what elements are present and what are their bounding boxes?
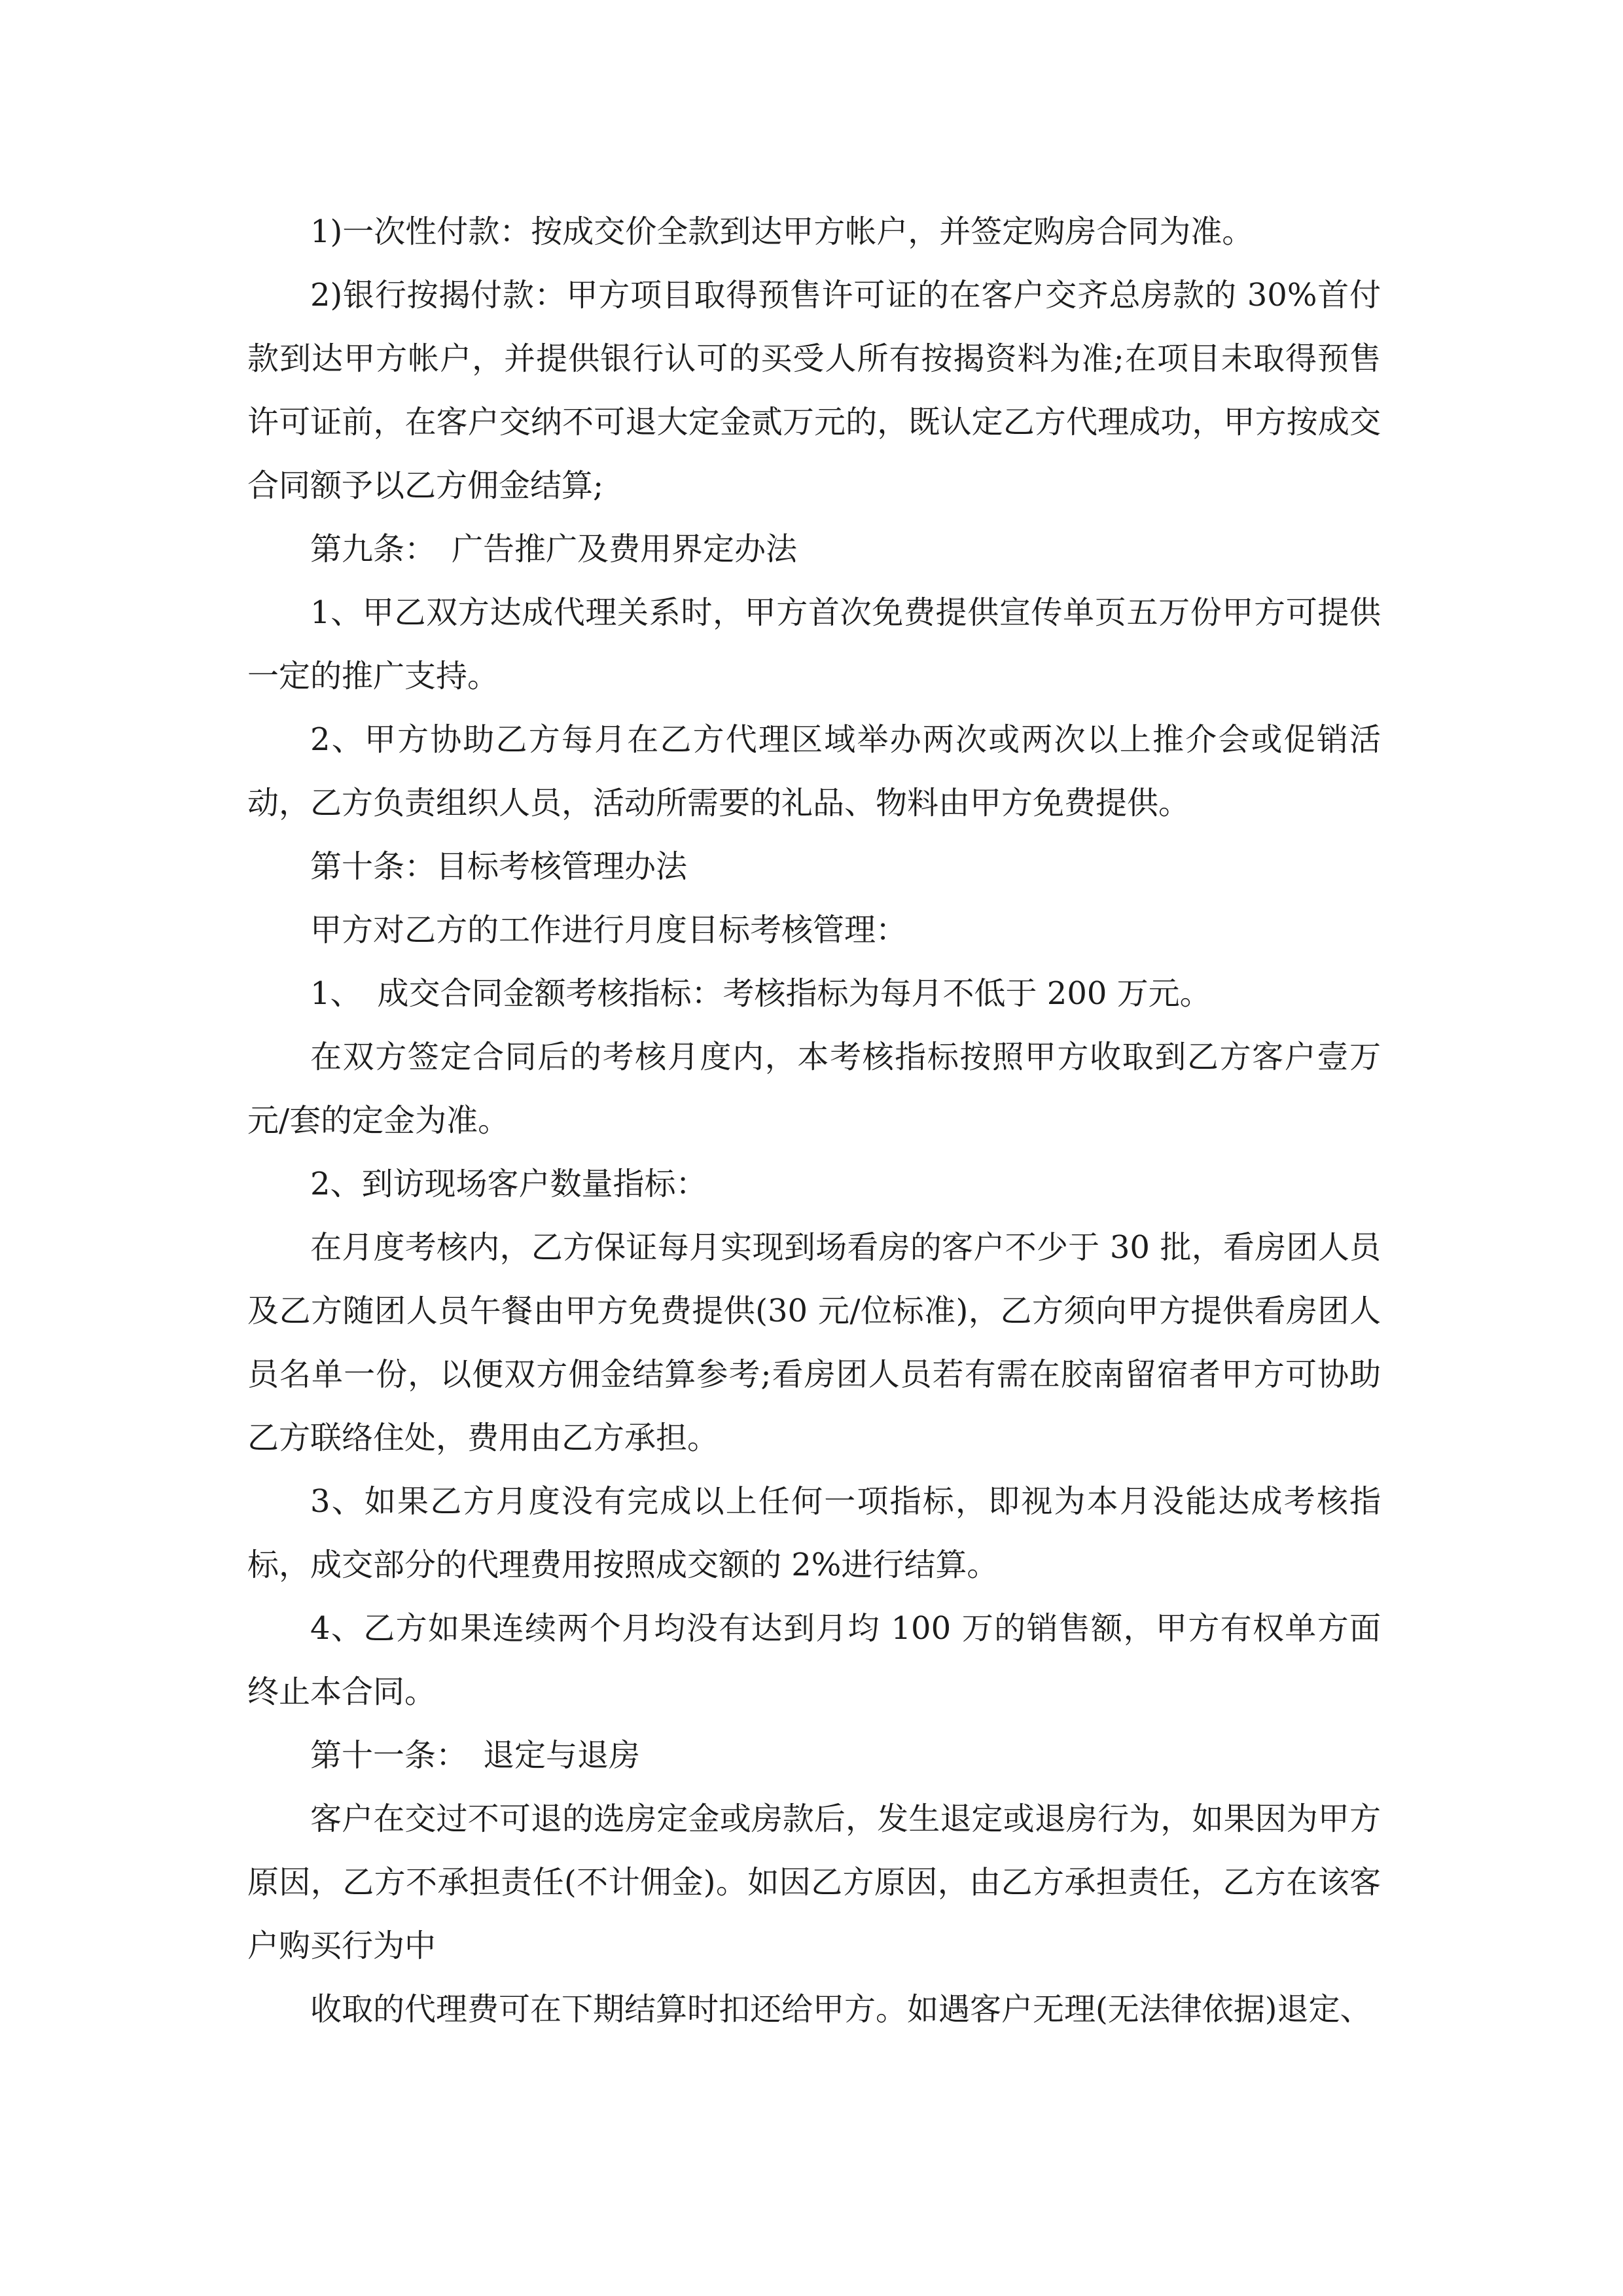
heading-article-10: 第十条：目标考核管理办法 xyxy=(310,848,688,885)
paragraph-mortgage-payment: 2)银行按揭付款：甲方项目取得预售许可证的在客户交齐总房款的 30%首付款到达甲方帐户，并提供银行认可的买受人所有按揭资料为准;在项目未取得预售许可证前，在客户交纳不可退大定金贰万元的，既认定乙方代理成功，甲方按成交合同额予以乙方佣金结算; xyxy=(247,277,1381,504)
paragraph-article-9-item-2: 2、甲方协助乙方每月在乙方代理区域举办两次或两次以上推介会或促销活动，乙方负责组织人员，活动所需要的礼品、物料由甲方免费提供。 xyxy=(247,721,1381,821)
paragraph-article-10-item-3: 3、如果乙方月度没有完成以上任何一项指标，即视为本月没能达成考核指标，成交部分的代理费用按照成交额的 2%进行结算。 xyxy=(247,1483,1381,1583)
paragraph-article-10-item-1: 1、 成交合同金额考核指标：考核指标为每月不低于 200 万元。 xyxy=(310,975,1211,1012)
paragraph-article-10-item-2-detail: 在月度考核内，乙方保证每月实现到场看房的客户不少于 30 批，看房团人员及乙方随团人员午餐由甲方免费提供(30 元/位标准)，乙方须向甲方提供看房团人员名单一份，以便双方佣金结算参考;看房团人员若有需在胶南留宿者甲方可协助乙方联络住处，费用由乙方承担。 xyxy=(247,1229,1381,1456)
document-body xyxy=(247,200,1381,2041)
paragraph-article-10-item-4: 4、乙方如果连续两个月均没有达到月均 100 万的销售额，甲方有权单方面终止本合同。 xyxy=(247,1610,1381,1710)
paragraph-article-11-continued: 收取的代理费可在下期结算时扣还给甲方。如遇客户无理(无法律依据)退定、 xyxy=(310,1991,1372,2028)
heading-article-11: 第十一条： 退定与退房 xyxy=(310,1737,641,1774)
paragraph-article-9-item-1: 1、甲乙双方达成代理关系时，甲方首次免费提供宣传单页五万份甲方可提供一定的推广支持。 xyxy=(247,594,1381,694)
paragraph-article-10-intro: 甲方对乙方的工作进行月度目标考核管理： xyxy=(310,912,908,948)
paragraph-article-10-item-2: 2、到访现场客户数量指标： xyxy=(310,1166,707,1202)
paragraph-lump-sum-payment: 1)一次性付款：按成交价全款到达甲方帐户，并签定购房合同为准。 xyxy=(310,213,1254,250)
paragraph-article-10-item-1-detail: 在双方签定合同后的考核月度内，本考核指标按照甲方收取到乙方客户壹万元/套的定金为准。 xyxy=(247,1039,1381,1139)
paragraph-article-11-body: 客户在交过不可退的选房定金或房款后，发生退定或退房行为，如果因为甲方原因，乙方不承担责任(不计佣金)。如因乙方原因，由乙方承担责任，乙方在该客户购买行为中 xyxy=(247,1801,1381,1964)
heading-article-9: 第九条： 广告推广及费用界定办法 xyxy=(310,531,798,567)
